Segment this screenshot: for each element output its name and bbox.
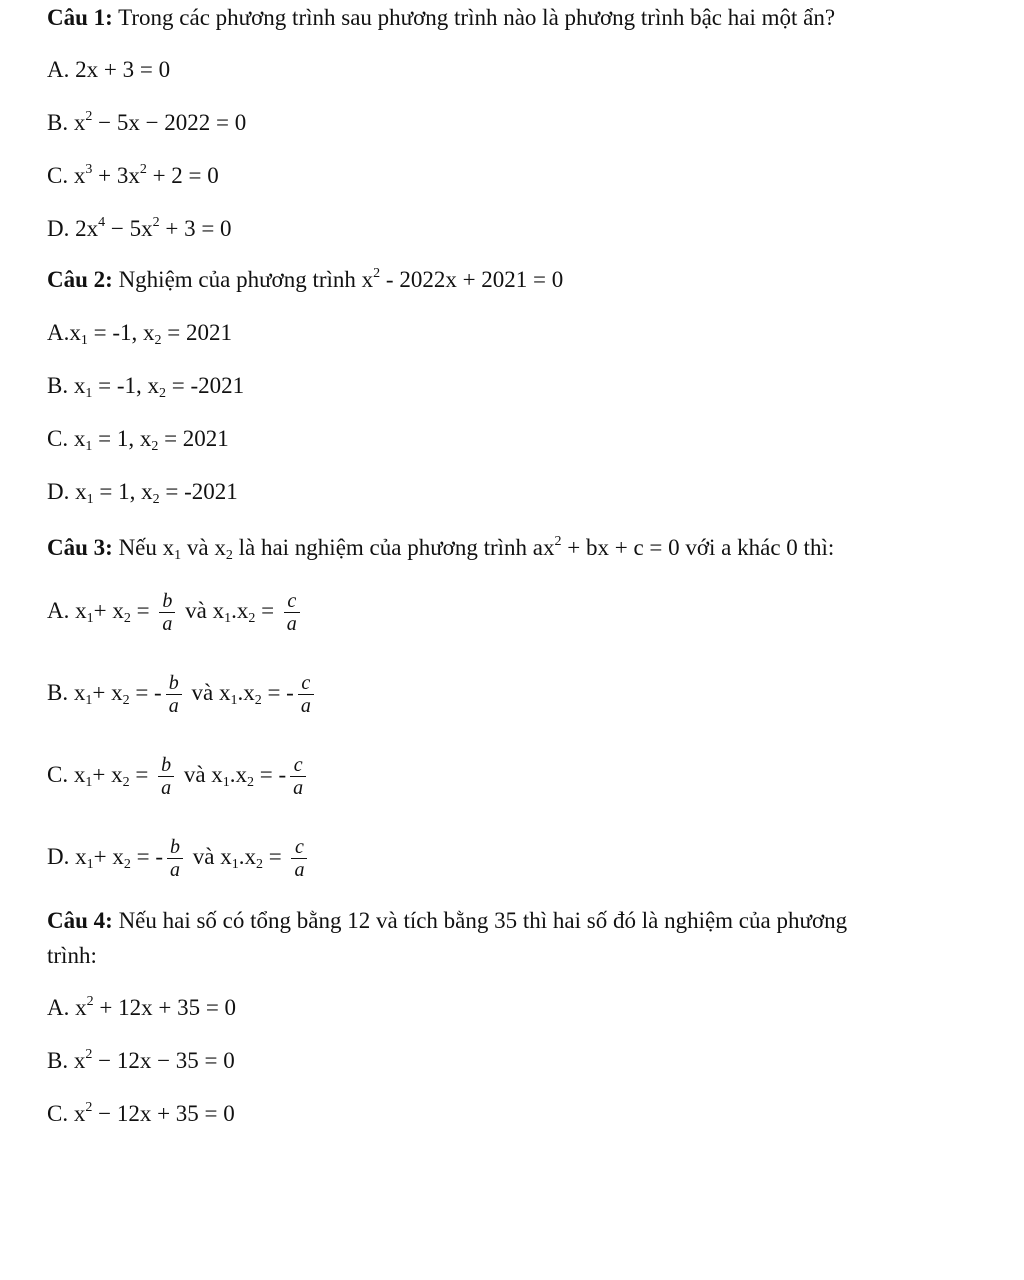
question-2-label: Câu 2: [47,267,113,292]
fraction-b-over-a [167,836,183,881]
exponent: 4 [98,215,106,230]
q2-option-a [47,319,232,351]
subscript: 1 [80,333,88,348]
expr-part: x [73,373,86,398]
conjunction: và [185,598,207,623]
expr-part: = 1, [93,479,142,504]
expr-part: x [73,1048,86,1073]
expr-part: x [69,320,81,345]
question-4-label: Câu 4: [47,908,113,933]
fraction-c-over-a [290,754,306,799]
expr-part: + 12x + 35 = 0 [93,995,237,1020]
q4-option-c [47,1100,235,1132]
option-letter: B. [47,110,69,135]
expr-part: + x [93,844,124,869]
q2-option-b [47,372,244,404]
expr-part: x [73,762,86,787]
subscript: 2 [158,386,166,401]
subscript: 2 [255,857,263,872]
expr-part: 2x [75,216,99,241]
expr-part: − 5x − 2022 = 0 [92,110,247,135]
expr-part: x [143,320,155,345]
sign: = [262,844,288,869]
subscript: 1 [231,857,239,872]
conjunction: và [192,844,215,869]
expr-part: .x [231,598,249,623]
fraction-c-over-a [291,836,307,881]
option-letter: A. [47,598,70,623]
subscript: 2 [151,439,159,454]
fraction-c-over-a [298,672,314,717]
option-letter: C. [47,163,69,188]
option-letter: A. [47,57,70,82]
option-letter: C. [47,426,69,451]
q3-option-a [47,586,304,640]
subscript: 1 [230,693,238,708]
subscript: 2 [123,857,131,872]
subscript: 1 [85,439,93,454]
expr-part: + 3x [92,163,140,188]
subscript: 2 [154,333,162,348]
expr-part: x [75,995,87,1020]
denominator: a [300,695,311,718]
subscript: 2 [247,775,255,790]
option-expression: 2x + 3 = 0 [75,57,171,82]
question-4-text: Nếu hai số có tổng bằng 12 và tích bằng 35 thì hai số đó là nghiệm của phương [112,908,848,933]
expr-part: x [220,844,232,869]
expr-part: = -1, [87,320,144,345]
subscript: 1 [85,775,93,790]
numerator: c [291,836,307,859]
expr-part: + x [93,598,124,623]
numerator: b [159,590,175,613]
expr-part: x [212,598,225,623]
subscript: 2 [248,611,256,626]
fraction-b-over-a [166,672,182,717]
sign: = [130,598,156,623]
expr-part: = 2021 [161,320,232,345]
question-4-text: trình: [47,943,97,968]
expr-part: x [211,762,223,787]
subscript: 1 [85,693,93,708]
exponent: 2 [152,215,160,230]
expr-part: = -2021 [159,479,238,504]
expr-part: x [73,426,86,451]
expr-part: − 12x + 35 = 0 [92,1101,235,1126]
option-expression [73,754,310,800]
question-3-text: Nếu x [112,535,175,560]
expr-part: = 1, [92,426,140,451]
option-letter: B. [47,680,69,705]
option-letter: D. [47,479,70,504]
question-1-text: Trong các phương trình sau phương trình nào là phương trình bậc hai một ẩn? [112,5,836,30]
expr-part: + x [92,762,123,787]
expr-part: x [73,110,86,135]
subscript: 1 [86,492,94,507]
fraction-b-over-a [159,590,175,635]
denominator: a [286,613,297,636]
question-4 [47,907,847,935]
denominator: a [293,777,304,800]
option-expression [73,373,245,401]
expr-part: x [361,267,374,292]
option-letter: B. [47,373,69,398]
question-1 [47,4,835,32]
sign: = - [254,762,287,787]
expr-part: = -1, [92,373,148,398]
option-expression [75,590,304,636]
option-expression [74,110,246,135]
option-expression [75,479,238,507]
expr-part: x [75,479,87,504]
question-1-label: Câu 1: [47,5,113,30]
expr-part: + 2 = 0 [146,163,219,188]
expr-part: x [75,598,87,623]
q3-option-d [47,832,311,886]
denominator: a [168,695,179,718]
expr-part: − 5x [105,216,153,241]
sign: = - [129,680,162,705]
question-3 [47,534,834,566]
conjunction: và [183,762,206,787]
subscript: 2 [152,492,160,507]
subscript: 2 [123,611,131,626]
option-letter: D. [47,216,70,241]
question-3-label: Câu 3: [47,535,113,560]
option-expression [69,320,232,348]
question-3-text: + bx + c = 0 với a khác 0 thì: [561,535,835,560]
q1-option-d [47,215,232,247]
q2-option-c [47,425,229,457]
numerator: b [166,672,182,695]
subscript: 1 [85,386,93,401]
expr-part: x [73,163,86,188]
conjunction: và [191,680,214,705]
q4-option-a [47,994,236,1026]
expr-part: .x [238,844,256,869]
expr-part: x [147,373,159,398]
expr-part: = -2021 [165,373,245,398]
option-expression [73,426,229,454]
expr-part: x [73,1101,86,1126]
expr-part: .x [229,762,248,787]
question-2-text: Nghiệm của phương trình [112,267,362,292]
question-4-continued [47,942,97,970]
numerator: c [284,590,300,613]
q1-option-c [47,162,219,194]
expr-part: + x [92,680,123,705]
q1-option-b [47,109,246,141]
expr-part: x [218,680,231,705]
numerator: b [158,754,174,777]
option-expression [74,1101,235,1126]
subscript: 1 [174,548,182,563]
subscript: 1 [224,611,232,626]
denominator: a [294,859,305,882]
subscript: 1 [86,611,94,626]
exponent: 2 [85,1047,93,1062]
question-2-equation [362,267,564,292]
exponent: 2 [86,994,94,1009]
sign: = - [261,680,294,705]
option-expression [74,1048,235,1073]
denominator: a [162,613,173,636]
option-expression [75,216,231,241]
option-letter: A. [47,995,70,1020]
subscript: 2 [122,775,130,790]
option-expression [75,836,311,882]
expr-part: x [75,844,87,869]
numerator: b [167,836,183,859]
question-3-text: là hai nghiệm của phương trình ax [232,535,555,560]
fraction-b-over-a [158,754,174,799]
option-letter: A. [47,320,70,345]
exponent: 2 [373,266,381,281]
expr-part: x [141,479,153,504]
exponent: 2 [139,162,147,177]
fraction-c-over-a [284,590,300,635]
subscript: 2 [254,693,262,708]
expr-part: + 3 = 0 [159,216,232,241]
exponent: 2 [554,534,562,549]
q3-option-b [47,668,318,722]
expr-part: - 2022x + 2021 = 0 [380,267,564,292]
expr-part: − 12x − 35 = 0 [92,1048,235,1073]
sign: = [129,762,155,787]
option-expression [75,995,236,1020]
option-letter: C. [47,1101,69,1126]
subscript: 1 [222,775,230,790]
denominator: a [161,777,172,800]
option-letter: C. [47,762,69,787]
q4-option-b [47,1047,235,1079]
subscript: 2 [225,548,233,563]
exponent: 3 [85,162,93,177]
expr-part: x [139,426,152,451]
q2-option-d [47,478,238,510]
expr-part: = 2021 [158,426,229,451]
option-letter: B. [47,1048,69,1073]
option-expression [74,163,219,188]
numerator: c [290,754,306,777]
subscript: 1 [86,857,94,872]
question-3-text: và x [181,535,226,560]
expr-part: .x [237,680,255,705]
subscript: 2 [122,693,130,708]
expr-part: x [73,680,86,705]
q3-option-c [47,750,310,804]
exponent: 2 [85,1100,93,1115]
numerator: c [298,672,314,695]
option-letter: D. [47,844,70,869]
denominator: a [170,859,180,882]
question-2 [47,266,563,298]
q1-option-a [47,56,170,84]
sign: = [255,598,280,623]
exponent: 2 [85,109,93,124]
sign: = - [130,844,163,869]
option-expression [73,672,318,718]
